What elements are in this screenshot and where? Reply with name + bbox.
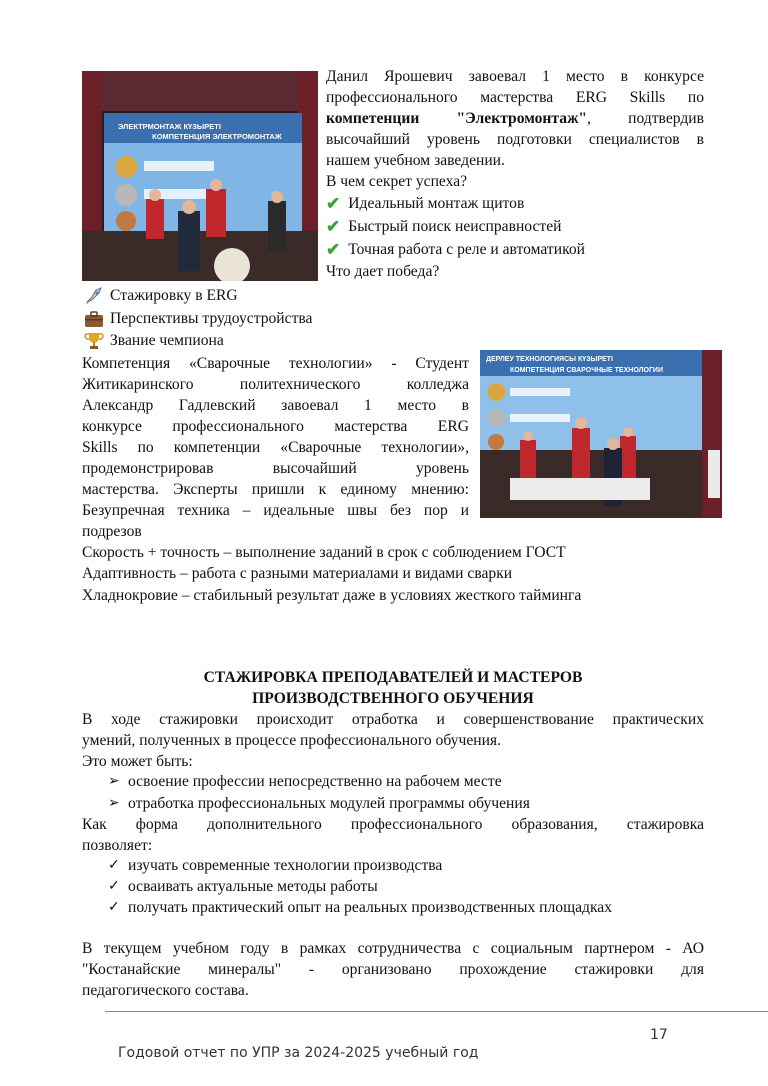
check-list-text: осваивать актуальные методы работы — [128, 878, 378, 895]
trophy-icon — [84, 332, 104, 350]
check-item — [326, 239, 585, 260]
para-line-end: нашем учебном заведении. — [326, 152, 505, 169]
welding-paragraph — [82, 353, 469, 521]
welding-quality: Хладнокровие – стабильный результат даже в условиях жесткого тайминга — [82, 587, 582, 604]
para-line: Житикаринского политехнического колледжа — [82, 376, 469, 393]
section-heading-line: ПРОИЗВОДСТВЕННОГО ОБУЧЕНИЯ — [252, 690, 534, 707]
footer-divider — [105, 1011, 768, 1012]
check-item — [326, 216, 562, 237]
para-line: мастерства. Эксперты пришли к единому мнению: — [82, 481, 469, 498]
para-line-end: подрезов — [82, 523, 142, 540]
screen-title-ru: КОМПЕТЕНЦИЯ ЭЛЕКТРОМОНТАЖ — [152, 132, 282, 141]
section-heading — [82, 667, 704, 709]
form-line: Как форма дополнительного профессионального образования, стажировка — [82, 816, 704, 833]
briefcase-icon — [84, 310, 104, 328]
rocket-icon — [84, 287, 104, 305]
welding-quality: Скорость + точность – выполнение заданий в срок с соблюдением ГОСТ — [82, 544, 566, 561]
check-icon: ✔ — [326, 217, 341, 236]
section-heading-line: СТАЖИРОВКА ПРЕПОДАВАТЕЛЕЙ И МАСТЕРОВ — [203, 669, 583, 686]
para-line — [326, 108, 704, 129]
photo-welding-scene — [480, 350, 722, 518]
benefit-text: Перспективы трудоустройства — [110, 310, 313, 327]
footer-text: Годовой отчет по УПР за 2024-2025 учебный год — [118, 1045, 479, 1061]
para-line: конкурсе профессионального мастерства ERG — [82, 418, 469, 435]
welding-quality: Адаптивность – работа с разными материалами и видами сварки — [82, 565, 513, 582]
checkmark-bullet-icon: ✓ — [108, 858, 120, 873]
check-icon: ✔ — [326, 194, 341, 213]
check-list-item — [108, 855, 442, 876]
final-line: педагогического состава. — [82, 982, 249, 999]
arrow-list-text: отработка профессиональных модулей программы обучения — [128, 795, 530, 812]
para-line: Александр Гадлевский завоевал 1 место в — [82, 397, 469, 414]
arrow-list-item — [108, 793, 530, 814]
para-line-rest: , подтвердив — [587, 110, 704, 127]
arrow-bullet-icon: ➢ — [108, 796, 120, 811]
page-number: 17 — [650, 1027, 668, 1043]
benefit-item — [84, 285, 238, 306]
screen-title-kz: ЭЛЕКТРМОНТАЖ КҮЗЫРЕТІ — [118, 122, 221, 131]
para-line: Безупречная техника – идеальные швы без пор и — [82, 502, 469, 519]
photo-electromontage-award — [82, 71, 318, 281]
check-list-text: получать практический опыт на реальных производственных площадках — [128, 899, 613, 916]
para-line: Данил Ярошевич завоевал 1 место в конкурсе — [326, 68, 704, 85]
check-item-text: Идеальный монтаж щитов — [348, 195, 525, 212]
competence-name: компетенции "Электромонтаж" — [326, 110, 588, 127]
para-line: Skills по компетенции «Сварочные технологии», — [82, 439, 469, 456]
can-be-label: Это может быть: — [82, 753, 193, 770]
photo-welding-award — [480, 350, 722, 518]
final-line: В текущем учебном году в рамках сотрудничества с социальным партнером - АО — [82, 940, 704, 957]
check-item-text: Быстрый поиск неисправностей — [348, 218, 562, 235]
check-list-item — [108, 897, 612, 918]
check-list-item — [108, 876, 378, 897]
victory-question: Что дает победа? — [326, 263, 440, 280]
benefit-item — [84, 330, 224, 351]
arrow-bullet-icon: ➢ — [108, 774, 120, 789]
screen-title-ru: КОМПЕТЕНЦИЯ СВАРОЧНЫЕ ТЕХНОЛОГИИ — [510, 367, 663, 374]
success-question: В чем секрет успеха? — [326, 173, 468, 190]
para-line: профессионального мастерства ERG Skills по — [326, 89, 704, 106]
para-line: Компетенция «Сварочные технологии» - Студент — [82, 355, 469, 372]
checkmark-bullet-icon: ✓ — [108, 879, 120, 894]
check-item-text: Точная работа с реле и автоматикой — [348, 241, 585, 258]
para-line: высочайший уровень подготовки специалистов в — [326, 131, 704, 148]
checkmark-bullet-icon: ✓ — [108, 900, 120, 915]
benefit-text: Звание чемпиона — [110, 332, 224, 349]
check-icon: ✔ — [326, 240, 341, 259]
intro-line: умений, полученных в процессе профессионального обучения. — [82, 732, 501, 749]
screen-title-kz: ДЕРЛЕУ ТЕХНОЛОГИЯСЫ КҮЗЫРЕТІ — [486, 356, 613, 363]
arrow-list-text: освоение профессии непосредственно на рабочем месте — [128, 773, 502, 790]
intro-line: В ходе стажировки происходит отработка и совершенствование практических — [82, 711, 704, 728]
final-line: "Костанайские минералы" - организовано прохождение стажировки для — [82, 961, 704, 978]
check-item — [326, 193, 524, 214]
benefit-text: Стажировку в ERG — [110, 287, 238, 304]
photo-electromontage-scene — [82, 71, 318, 281]
arrow-list-item — [108, 771, 502, 792]
electromontage-paragraph — [326, 66, 704, 150]
check-list-text: изучать современные технологии производства — [128, 857, 443, 874]
benefit-item — [84, 308, 312, 329]
form-line: позволяет: — [82, 837, 153, 854]
para-line: продемонстрировав высочайший уровень — [82, 460, 469, 477]
